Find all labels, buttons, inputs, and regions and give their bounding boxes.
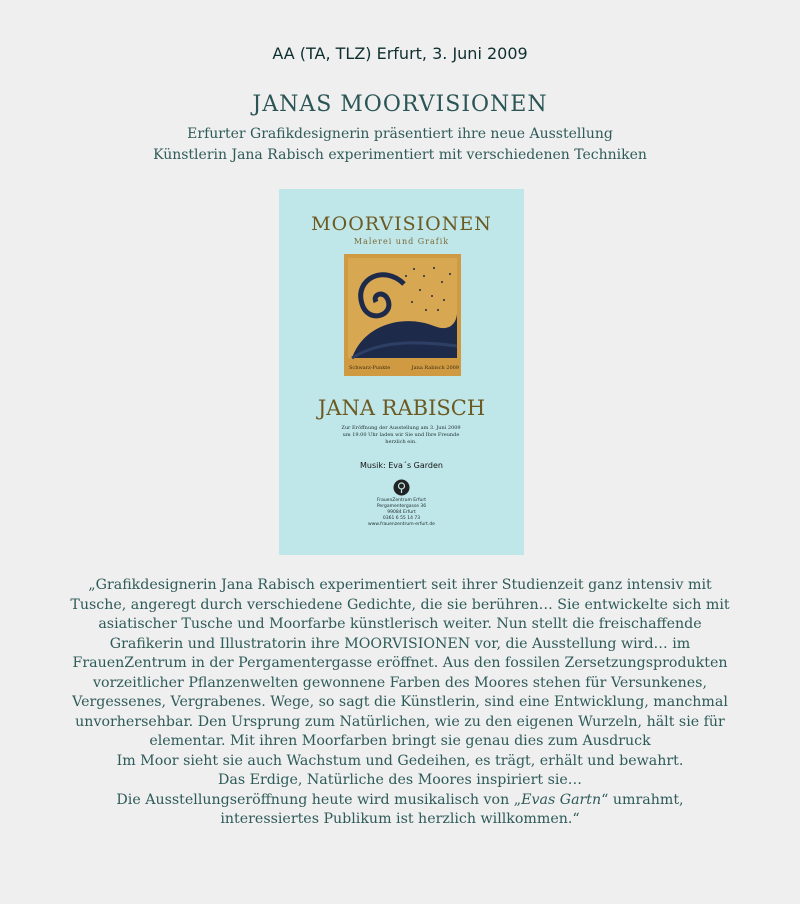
artwork-caption-right: Jana Rabisch 2009 (411, 365, 459, 371)
poster-artist-name: JANA RABISCH (317, 396, 486, 420)
poster-subtitle: Malerei und Grafik (353, 237, 450, 246)
quote-line: asiatischer Tusche und Moorfarbe künstlerisch weiter. Nun stellt die freischaffende (98, 616, 702, 632)
source-line: AA (TA, TLZ) Erfurt, 3. Juni 2009 (272, 44, 528, 63)
poster-title: MOORVISIONEN (311, 213, 492, 235)
poster-venue (339, 498, 464, 528)
venue-line: Pergamentergasse 36 (376, 504, 427, 509)
quote-line: unvorhersehbar. Den Ursprung zum Natürlichen, wie zu den eigenen Wurzeln, hält sie für (75, 713, 725, 730)
quote-line: Grafikerin und Illustratorin ihre MOORVISIONEN vor, die Ausstellung wird… im (109, 635, 691, 652)
exhibition-poster (279, 189, 524, 555)
venue-line: 99084 Erfurt (387, 510, 416, 515)
poster-music: Musik: Eva´s Garden (360, 461, 443, 470)
artwork-caption-left: Schwarz-Punkte (349, 365, 391, 371)
quote-line: Im Moor sieht sie auch Wachstum und Gedeihen, es trägt, erhält und bewahrt. (116, 752, 684, 769)
quote-line: „Grafikdesignerin Jana Rabisch experimentiert seit ihrer Studienzeit ganz intensiv mit (88, 577, 712, 593)
quote-closing-line (60, 791, 740, 811)
closing-before: Die Ausstellungseröffnung heute wird musikalisch von „ (116, 791, 522, 808)
venue-logo-icon (393, 479, 410, 496)
quote-line: Tusche, angeregt durch verschiedene Gedichte, die sie berühren… Sie entwickelte sich mit (70, 596, 730, 613)
venue-line: www.frauenzentrum-erfurt.de (368, 522, 435, 527)
article-subtitle-1: Erfurter Grafikdesignerin präsentiert ihre neue Ausstellung (187, 126, 613, 142)
quote-line: Das Erdige, Natürliche des Moores inspiriert sie… (218, 772, 582, 788)
venue-line: 0361 6 55 14 73 (382, 516, 421, 521)
article-title: JANAS MOORVISIONEN (252, 92, 548, 117)
quote-line: elementar. Mit ihren Moorfarben bringt sie genau dies zum Ausdruck (149, 733, 651, 749)
poster-artwork (344, 254, 461, 376)
closing-after: “ umrahmt, (601, 791, 684, 808)
poster-opening-text: Zur Eröffnung der Ausstellung am 3. Juni 2009 um 19.00 Uhr laden wir Sie und Ihre Freunde herzlich ein. (341, 425, 461, 445)
quote-final-line: interessiertes Publikum ist herzlich willkommen.“ (220, 811, 580, 827)
artwork-captions (349, 365, 459, 371)
quote-line: FrauenZentrum in der Pergamentergasse eröffnet. Aus den fossilen Zersetzungsprodukten (72, 655, 728, 671)
band-name: Evas Gartn (521, 791, 602, 808)
article-subtitle-2: Künstlerin Jana Rabisch experimentiert mit verschiedenen Techniken (153, 147, 647, 163)
article-quote (60, 576, 740, 830)
quote-line: Vergessenes, Vergrabenes. Wege, so sagt die Künstlerin, sind eine Entwicklung, manchmal (72, 694, 728, 710)
quote-line: vorzeitlicher Pflanzenwelten gewonnene Farben des Moores stehen für Versunkenes, (93, 674, 707, 691)
venue-line: FrauenZentrum Erfurt (376, 498, 427, 503)
